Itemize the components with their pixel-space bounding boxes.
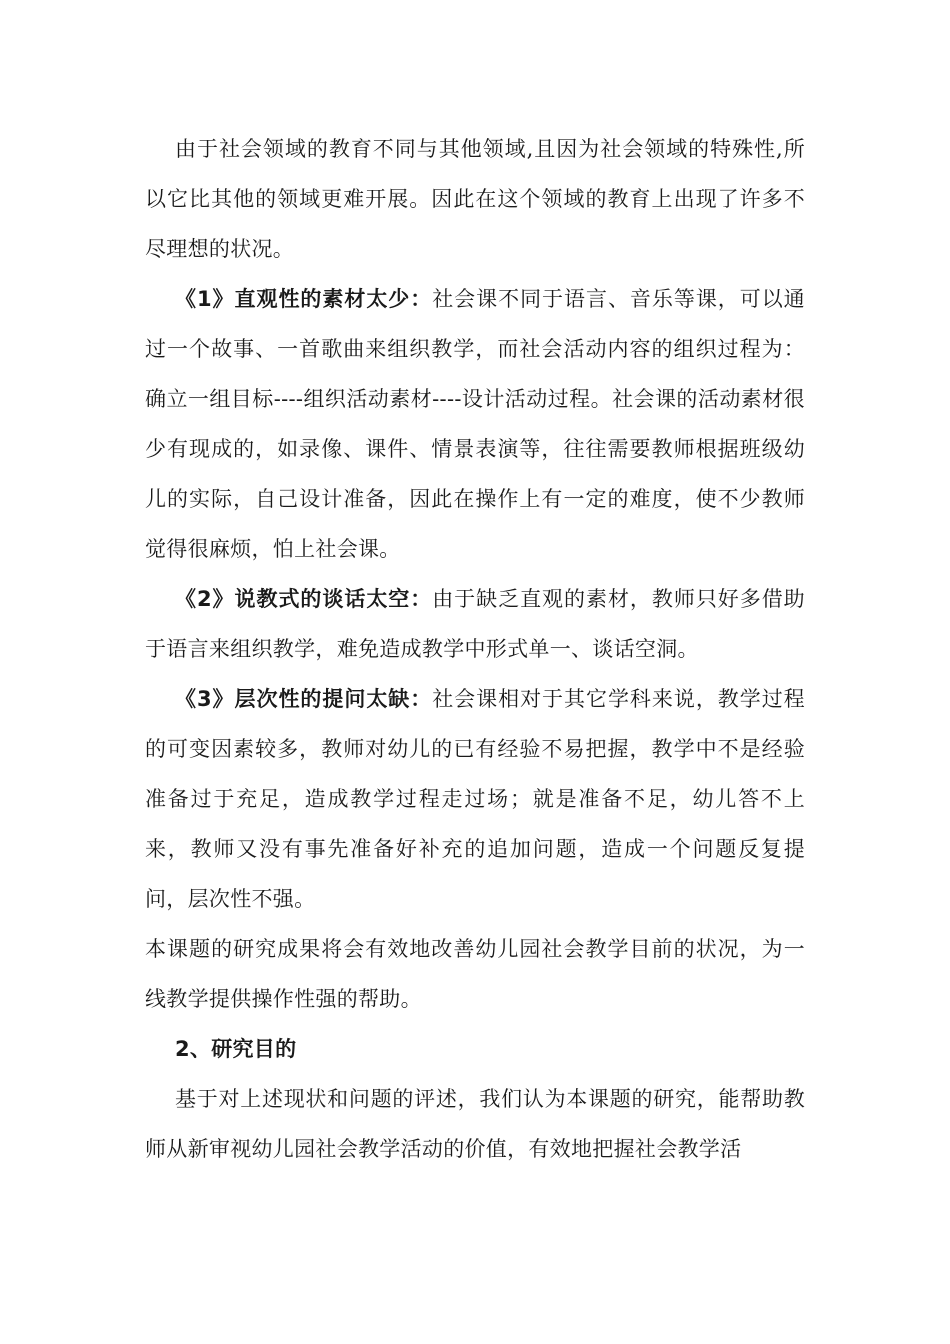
problem-label-3: 《3》层次性的提问太缺： (175, 687, 433, 711)
document-body (145, 124, 805, 1174)
problem-paragraph-1 (145, 274, 805, 574)
intro-paragraph: 由于社会领域的教育不同与其他领域,且因为社会领域的特殊性,所以它比其他的领域更难开展。因此在这个领域的教育上出现了许多不尽理想的状况。 (145, 137, 805, 261)
problem-label-1: 《1》直观性的素材太少： (175, 287, 433, 311)
section-heading: 2、研究目的 (175, 1037, 297, 1061)
problem-paragraph-3 (145, 674, 805, 924)
problem-label-2: 《2》说教式的谈话太空： (175, 587, 433, 611)
problem-text-2: 由于缺乏直观的素材，教师只好多借助于语言来组织教学，难免造成教学中形式单一、谈话空洞。 (145, 587, 805, 661)
problem-text-3: 社会课相对于其它学科来说，教学过程的可变因素较多，教师对幼儿的已有经验不易把握，教学中不是经验准备过于充足，造成教学过程走过场；就是准备不足，幼儿答不上来，教师又没有事先准备好补充的追加问题，造成一个问题反复提问，层次性不强。 (145, 687, 805, 911)
purpose-paragraph: 基于对上述现状和问题的评述，我们认为本课题的研究，能帮助教师从新审视幼儿园社会教学活动的价值，有效地把握社会教学活 (145, 1087, 805, 1161)
problem-text-1: 社会课不同于语言、音乐等课，可以通过一个故事、一首歌曲来组织教学，而社会活动内容的组织过程为：确立一组目标----组织活动素材----设计活动过程。社会课的活动素材很少有现成的，如录像、课件、情景表演等，往往需要教师根据班级幼儿的实际，自己设计准备，因此在操作上有一定的难度，使不少教师觉得很麻烦，怕上社会课。 (145, 287, 805, 561)
conclusion-paragraph: 本课题的研究成果将会有效地改善幼儿园社会教学目前的状况，为一线教学提供操作性强的帮助。 (145, 937, 805, 1011)
problem-paragraph-2 (145, 574, 805, 674)
